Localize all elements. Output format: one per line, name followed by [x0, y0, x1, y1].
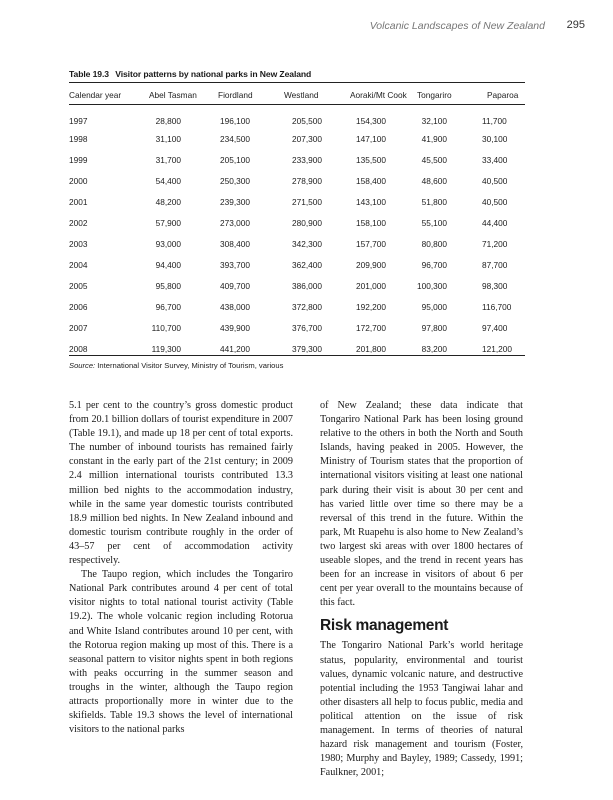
- column-header: Abel Tasman: [149, 90, 197, 100]
- table-cell: 308,400: [220, 238, 250, 249]
- table-cell: 95,000: [421, 301, 447, 312]
- column-header: Fiordland: [218, 90, 253, 100]
- source-text: International Visitor Survey, Ministry of Tourism, various: [97, 361, 284, 370]
- table-cell: 342,300: [292, 238, 322, 249]
- table-cell: 158,400: [356, 175, 386, 186]
- table-cell: 54,400: [155, 175, 181, 186]
- table-cell: 1998: [69, 133, 88, 144]
- table-top-rule: [69, 82, 525, 83]
- body-paragraph: The Tongariro National Park’s world heritage status, popularity, environmental and tourist values, dynamic volcanic nature, and destructive potential including the 1953 Tangiwai lahar and other disasters all help to focus public, media and political attention on the issue of risk management. In terms of theories of natural hazard risk management and tourism (Foster, 1980; Murphy and Bayley, 1989; Cassedy, 1991; Faulkner, 2001;: [320, 640, 523, 779]
- table-cell: 11,700: [482, 116, 507, 126]
- table-row: [69, 275, 525, 296]
- table-cell: 2006: [69, 301, 88, 312]
- table-cell: 205,500: [292, 116, 322, 126]
- table-cell: 207,300: [292, 133, 322, 144]
- table-cell: 40,500: [482, 196, 508, 207]
- table-cell: 93,000: [155, 238, 181, 249]
- table-cell: 32,100: [421, 116, 447, 126]
- table-row: [69, 233, 525, 254]
- table-row: [69, 149, 525, 170]
- table-cell: 143,100: [356, 196, 386, 207]
- table-cell: 83,200: [421, 343, 447, 354]
- table-cell: 31,100: [155, 133, 181, 144]
- table-cell: 2003: [69, 238, 88, 249]
- table-cell: 196,100: [220, 116, 250, 126]
- table-cell: 71,200: [482, 238, 508, 249]
- table-cell: 233,900: [292, 154, 322, 165]
- table-cell: 441,200: [220, 343, 250, 354]
- table-cell: 98,300: [482, 280, 508, 291]
- table-cell: 2008: [69, 343, 88, 354]
- body-paragraph: 5.1 per cent to the country’s gross domestic product from 20.1 billion dollars of tourist expenditure in 2007 (Table 19.1), and made up 18 per cent of total exports. The number of inbound tourists has remained fairly constant in the early part of the 21st century; in 2009 2.4 million international tourists contributed 13.3 million bed nights to the accommodation industry, while in the same year domestic tourists contributed 18.9 million bed nights. In New Zealand inbound and domestic tourism contribute roughly in the order of 43–57 per cent of accommodation activity respectively.: [69, 400, 293, 567]
- table-row: [69, 128, 525, 149]
- table-cell: 48,200: [155, 196, 181, 207]
- table-row: [69, 254, 525, 275]
- table-source: [69, 361, 283, 370]
- section-heading: Risk management: [320, 617, 449, 635]
- column-header: Westland: [284, 90, 319, 100]
- table-cell: 386,000: [292, 280, 322, 291]
- body-paragraph: The Taupo region, which includes the Tongariro National Park contributes around 4 per cent of total visitor nights to total national tourist activity (Table 19.2). The whole volcanic region including Rotorua and White Island contributes around 10 per cent, with the Rotorua region making up most of this. There is a seasonal pattern to visitor nights spent in both regions with peaks occurring in the summer season and troughs in the winter, although the Taupo region attracts proportionally more in winter due to the skifields. Table 19.3 shows the level of international visitors to the national parks: [69, 569, 293, 736]
- table-cell: 393,700: [220, 259, 250, 270]
- table-cell: 116,700: [482, 301, 512, 312]
- table-cell: 1999: [69, 154, 88, 165]
- table-cell: 31,700: [155, 154, 181, 165]
- table-cell: 80,800: [421, 238, 447, 249]
- table-cell: 2004: [69, 259, 88, 270]
- table-title: Visitor patterns by national parks in New Zealand: [115, 69, 312, 79]
- table-cell: 147,100: [356, 133, 386, 144]
- table-cell: 110,700: [151, 322, 181, 333]
- table-cell: 51,800: [421, 196, 447, 207]
- table-cell: 45,500: [421, 154, 447, 165]
- table-cell: 438,000: [220, 301, 250, 312]
- table-cell: 96,700: [421, 259, 447, 270]
- table-row: [69, 104, 525, 128]
- table-cell: 201,000: [356, 280, 386, 291]
- table-cell: 95,800: [155, 280, 181, 291]
- table-cell: 40,500: [482, 175, 508, 186]
- table-cell: 192,200: [356, 301, 386, 312]
- table-body: [69, 104, 525, 359]
- table-cell: 121,200: [482, 343, 512, 354]
- table-row: [69, 212, 525, 233]
- table-cell: 41,900: [421, 133, 447, 144]
- table-cell: 278,900: [292, 175, 322, 186]
- table-cell: 273,000: [220, 217, 250, 228]
- table-number: Table 19.3: [69, 69, 109, 79]
- table-cell: 30,100: [482, 133, 508, 144]
- table-row: [69, 296, 525, 317]
- table-cell: 2007: [69, 322, 88, 333]
- table-cell: 28,800: [155, 116, 181, 126]
- table-cell: 94,400: [155, 259, 181, 270]
- table-cell: 157,700: [356, 238, 386, 249]
- table-header: [69, 86, 525, 104]
- table-cell: 409,700: [220, 280, 250, 291]
- table-cell: 97,400: [482, 322, 508, 333]
- table-cell: 158,100: [356, 217, 386, 228]
- table-cell: 100,300: [417, 280, 447, 291]
- table-row: [69, 170, 525, 191]
- table-cell: 376,700: [292, 322, 322, 333]
- table-cell: 280,900: [292, 217, 322, 228]
- table-cell: 154,300: [356, 116, 386, 126]
- table-cell: 33,400: [482, 154, 508, 165]
- table-row: [69, 191, 525, 212]
- table-row: [69, 317, 525, 338]
- running-title: Volcanic Landscapes of New Zealand: [369, 20, 545, 32]
- table-cell: 87,700: [482, 259, 508, 270]
- table-cell: 372,800: [292, 301, 322, 312]
- table-cell: 271,500: [292, 196, 322, 207]
- table-cell: 55,100: [421, 217, 447, 228]
- table-cell: 239,300: [220, 196, 250, 207]
- table-cell: 362,400: [292, 259, 322, 270]
- table-cell: 57,900: [155, 217, 181, 228]
- table-cell: 48,600: [421, 175, 447, 186]
- table-header-row: [69, 86, 525, 104]
- table-cell: 379,300: [292, 343, 322, 354]
- table-cell: 234,500: [220, 133, 250, 144]
- body-column-left: [69, 399, 293, 737]
- table-cell: 2000: [69, 175, 88, 186]
- table-cell: 2001: [69, 196, 88, 207]
- column-header: Paparoa: [487, 90, 519, 100]
- column-header: Calendar year: [69, 90, 122, 100]
- table-cell: 1997: [69, 116, 88, 126]
- table-cell: 250,300: [220, 175, 250, 186]
- column-header: Tongariro: [417, 90, 452, 100]
- table-cell: 97,800: [421, 322, 447, 333]
- table-cell: 44,400: [482, 217, 508, 228]
- table-cell: 205,100: [220, 154, 250, 165]
- table-row: [69, 338, 525, 359]
- table-cell: 96,700: [155, 301, 181, 312]
- table-cell: 201,800: [356, 343, 386, 354]
- table-caption: [69, 69, 311, 79]
- page-number: 295: [566, 19, 585, 31]
- body-paragraph: of New Zealand; these data indicate that Tongariro National Park has been losing ground relative to the others in both the North and South Islands, having peaked in 2005. However, the Ministry of Tourism states that the proportion of international visitors visiting at least one national park during their visit is about 30 per cent and has varied little over time so there may be a reversal of this trend in the future. Within the park, Mt Ruapehu is also home to New Zealand’s two largest ski areas with over 1800 hectares of useable slopes, and the trend in recent years has been for an increase in visitors of about 6 per cent per year overall to the mountains because of this fact.: [320, 400, 523, 609]
- table-cell: 209,900: [356, 259, 386, 270]
- column-header: Aoraki/Mt Cook: [350, 90, 407, 100]
- table-cell: 2005: [69, 280, 88, 291]
- body-column-right: [320, 399, 523, 780]
- table-cell: 119,300: [151, 343, 181, 354]
- table-cell: 172,700: [356, 322, 386, 333]
- visitor-table: [69, 86, 525, 359]
- table-cell: 2002: [69, 217, 88, 228]
- table-cell: 439,900: [220, 322, 250, 333]
- table-cell: 135,500: [356, 154, 386, 165]
- source-label: Source:: [69, 361, 96, 370]
- page-header: [0, 18, 613, 38]
